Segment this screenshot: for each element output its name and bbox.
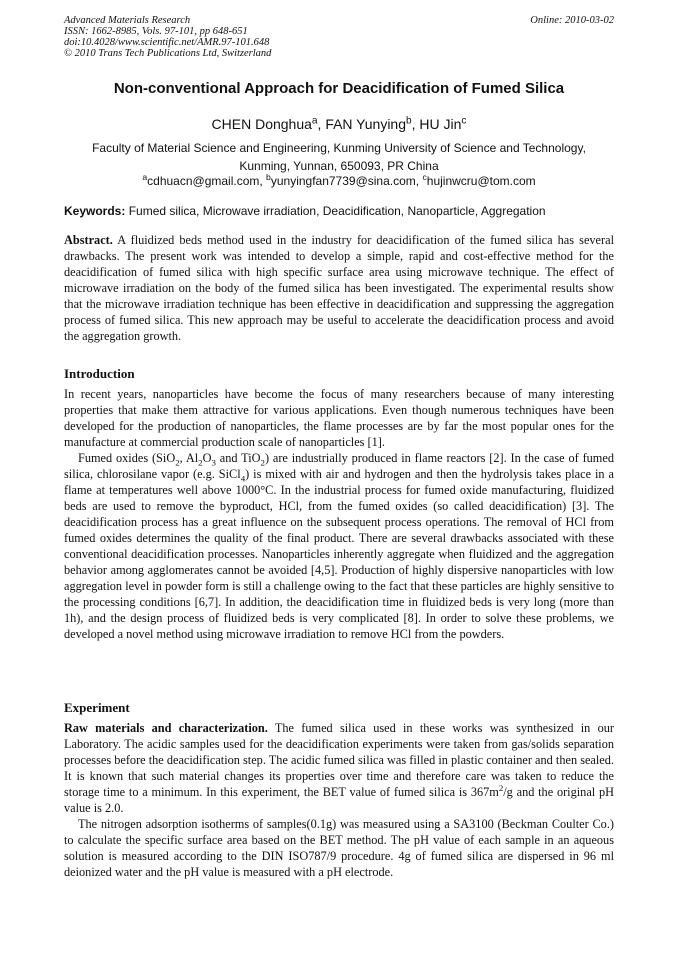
abstract <box>64 232 614 344</box>
introduction-body <box>64 386 614 642</box>
text-run: The fumed silica used in these works was synthesized in our Laboratory. The acidic samples used for the deacidification experiments were taken from gas/solids separation processes before the deacidification step. The acidic fumed silica was filled in plastic container and then sealed. It is known that such material changes its properties over time and therefore care was taken to reduce the storage time to a minimum. In this experiment, the BET value of fumed silica is 367m <box>64 721 614 799</box>
email-list <box>64 174 614 188</box>
author-mark: b <box>406 115 412 127</box>
superscript: 2 <box>498 782 504 793</box>
author-separator: , <box>411 116 420 132</box>
text-run: /g and the original pH value is 2.0. <box>64 785 614 815</box>
experiment-paragraph-2: The nitrogen adsorption isotherms of samples(0.1g) was measured using a SA3100 (Beckman Coulter Co.) to calculate the specific surface area based on the BET method. The pH value of each sample in an aqueous solution is measured according to the DIN ISO787/9 procedure. 4g of fumed silica are dispersed in 96 ml deionized water and the pH value is measured with a pH electrode. <box>64 817 614 879</box>
subscript: 3 <box>211 457 216 468</box>
journal-name: Advanced Materials Research <box>64 15 191 26</box>
text-run: Fumed oxides (SiO <box>78 451 176 465</box>
email-separator: , <box>259 174 267 188</box>
experiment-heading: Experiment <box>64 700 130 715</box>
email-separator: , <box>415 174 423 188</box>
affiliation <box>64 139 614 175</box>
email-address[interactable]: hujinwcru@tom.com <box>426 174 536 188</box>
author-name: CHEN Donghua <box>211 116 312 132</box>
author-mark: c <box>461 115 467 127</box>
intro-paragraph-2 <box>64 450 614 642</box>
keywords <box>64 204 614 218</box>
doi-line: doi:10.4028/www.scientific.net/AMR.97-101.648 <box>64 37 270 48</box>
keywords-label: Keywords: <box>64 204 126 218</box>
author-separator: , <box>317 116 326 132</box>
affiliation-line: Kunming, Yunnan, 650093, PR China <box>239 159 439 173</box>
subsection-label: Raw materials and characterization. <box>64 721 268 735</box>
author-name: HU Jin <box>419 116 462 132</box>
author-mark: a <box>311 115 318 127</box>
email-address[interactable]: yunyingfan7739@sina.com <box>270 174 416 188</box>
text-run: ) is mixed with air and hydrogen and then the hydrolysis takes place in a flame at temperatures well above 1000°C. In the industrial process for fumed oxide manufacturing, fluidized beds are used to remove the byproduct, HCl, from the fumed oxides (so called deacidification) [3]. The deacidification process has a great influence on the subsequent process operations. The removal of HCl from fumed oxides determines the quality of the final product. There are several drawbacks associated with these conventional deacidification processes. Nanoparticles inherently aggregate when fluidized and the aggregation behavior among agglomerates cannot be avoided [4,5]. Production of highly dispersive nanoparticles with low aggregation level in powder form is still a challenge owing to the fact that these particles are highly sensitive to the processing conditions [6,7]. In addition, the deacidification time in fluidized beds is very long (more than 1h), and the design process of fluidized beds is very complicated [8]. In order to solve these problems, we developed a novel method using microwave irradiation to remove HCl from the powders. <box>64 467 614 641</box>
online-date: Online: 2010-03-02 <box>530 15 614 26</box>
subscript: 2 <box>175 457 180 468</box>
author-name: FAN Yunying <box>325 116 406 132</box>
text-run: ) are industrially produced in flame reactors [2]. In the case of fumed silica, chlorosilane vapor (e.g. SiCl <box>64 451 614 481</box>
journal-header <box>64 15 614 59</box>
subscript: 4 <box>240 473 246 484</box>
experiment-body <box>64 720 614 880</box>
paper-title: Non-conventional Approach for Deacidification of Fumed Silica <box>113 80 565 97</box>
email-mark: c <box>422 172 427 182</box>
text-run: , Al <box>179 451 199 465</box>
author-list <box>40 116 638 132</box>
copyright-line: © 2010 Trans Tech Publications Ltd, Switzerland <box>64 48 272 59</box>
subscript: 2 <box>260 457 265 468</box>
email-mark: b <box>266 172 271 182</box>
intro-paragraph-1: In recent years, nanoparticles have become the focus of many researchers because of many interesting properties that make them attractive for various applications. Even though numerous techniques have been developed for the production of nanoparticles, the flame processes are by far the most popular ones for the manufacture at commercial production scale of nanoparticles [1]. <box>64 387 614 449</box>
issn-line: ISSN: 1662-8985, Vols. 97-101, pp 648-651 <box>64 26 248 37</box>
introduction-heading: Introduction <box>64 366 135 381</box>
subscript: 2 <box>198 457 203 468</box>
email-mark: a <box>142 172 148 182</box>
text-run: and TiO <box>215 451 261 465</box>
email-address[interactable]: cdhuacn@gmail.com <box>147 174 260 188</box>
keywords-text: Fumed silica, Microwave irradiation, Deacidification, Nanoparticle, Aggregation <box>125 204 546 218</box>
abstract-text: A fluidized beds method used in the industry for deacidification of the fumed silica has several drawbacks. The present work was intended to develop a simple, rapid and cost-effective method for the deacidification of fumed silica with high specific surface area using microwave technique. The effect of microwave irradiation on the body of the fumed silica has been investigated. The experimental results show that the microwave irradiation technique has been effective in deacidification and suppressing the aggregation process of fumed silica. This new approach may be useful to accelerate the deacidification process and avoid the aggregation growth. <box>64 233 614 343</box>
affiliation-line: Faculty of Material Science and Engineering, Kunming University of Science and Technology, <box>92 141 586 155</box>
experiment-paragraph-1 <box>64 720 614 816</box>
text-run: O <box>202 451 212 465</box>
abstract-label: Abstract. <box>64 233 113 247</box>
